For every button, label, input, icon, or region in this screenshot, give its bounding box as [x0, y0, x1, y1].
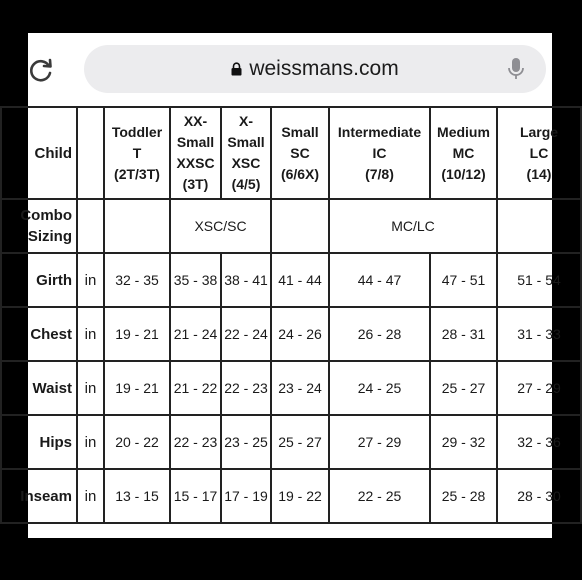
measurement-cell: 15 - 17	[170, 469, 221, 523]
combo-unit-cell	[77, 199, 104, 253]
col-header-medium: Medium MC (10/12)	[430, 107, 497, 199]
measurement-cell: 27 - 29	[497, 361, 581, 415]
measurement-cell: 28 - 31	[430, 307, 497, 361]
url-text: weissmans.com	[249, 57, 399, 80]
measurement-cell: 13 - 15	[104, 469, 170, 523]
measurement-cell: 23 - 25	[221, 415, 271, 469]
measurement-cell: 22 - 23	[170, 415, 221, 469]
browser-screen	[20, 33, 561, 538]
size-chart-wrapper	[0, 106, 580, 538]
row-label: Waist	[1, 361, 77, 415]
measurement-cell: 22 - 24	[221, 307, 271, 361]
unit-cell: in	[77, 361, 104, 415]
col-header-xx-small: XX- Small XXSC (3T)	[170, 107, 221, 199]
col-header-intermediate: Intermediate IC (7/8)	[329, 107, 430, 199]
unit-cell: in	[77, 253, 104, 307]
header-row	[1, 107, 581, 199]
unit-cell: in	[77, 307, 104, 361]
combo-empty-cell	[497, 199, 581, 253]
measurement-cell: 32 - 35	[104, 253, 170, 307]
measurement-cell: 38 - 41	[221, 253, 271, 307]
measurement-cell: 21 - 22	[170, 361, 221, 415]
unit-cell: in	[77, 469, 104, 523]
measurement-cell: 29 - 32	[430, 415, 497, 469]
measurement-cell: 25 - 28	[430, 469, 497, 523]
microphone-icon[interactable]	[504, 57, 528, 81]
measurement-cell: 19 - 21	[104, 361, 170, 415]
measurement-cell: 31 - 33	[497, 307, 581, 361]
measurement-cell: 28 - 30	[497, 469, 581, 523]
unit-cell: in	[77, 415, 104, 469]
combo-sizing-label: Combo Sizing	[1, 199, 77, 253]
col-header-x-small: X- Small XSC (4/5)	[221, 107, 271, 199]
row-label: Chest	[1, 307, 77, 361]
measurement-cell: 32 - 36	[497, 415, 581, 469]
row-label: Girth	[1, 253, 77, 307]
combo-empty-cell	[104, 199, 170, 253]
browser-toolbar	[28, 33, 552, 105]
measurement-cell: 22 - 23	[221, 361, 271, 415]
measurement-row	[1, 469, 581, 523]
row-label: Inseam	[1, 469, 77, 523]
measurement-cell: 41 - 44	[271, 253, 329, 307]
col-header-large: Large LC (14)	[497, 107, 581, 199]
measurement-cell: 23 - 24	[271, 361, 329, 415]
combo-sizing-row	[1, 199, 581, 253]
measurement-cell: 22 - 25	[329, 469, 430, 523]
reload-icon[interactable]	[26, 55, 56, 85]
measurement-cell: 17 - 19	[221, 469, 271, 523]
col-header-toddler: Toddler T (2T/3T)	[104, 107, 170, 199]
measurement-row	[1, 415, 581, 469]
measurement-cell: 24 - 25	[329, 361, 430, 415]
row-label-header: Child	[1, 107, 77, 199]
measurement-cell: 25 - 27	[430, 361, 497, 415]
measurement-row	[1, 361, 581, 415]
measurement-cell: 44 - 47	[329, 253, 430, 307]
measurement-cell: 24 - 26	[271, 307, 329, 361]
measurement-cell: 21 - 24	[170, 307, 221, 361]
measurement-cell: 25 - 27	[271, 415, 329, 469]
measurement-cell: 26 - 28	[329, 307, 430, 361]
combo-empty-cell	[271, 199, 329, 253]
measurement-cell: 35 - 38	[170, 253, 221, 307]
measurement-cell: 47 - 51	[430, 253, 497, 307]
measurement-cell: 27 - 29	[329, 415, 430, 469]
size-chart-table	[0, 106, 582, 524]
measurement-cell: 19 - 21	[104, 307, 170, 361]
measurement-cell: 19 - 22	[271, 469, 329, 523]
combo-group-xsc-sc: XSC/SC	[170, 199, 271, 253]
measurement-row	[1, 307, 581, 361]
row-label: Hips	[1, 415, 77, 469]
measurement-row	[1, 253, 581, 307]
lock-icon	[231, 62, 242, 76]
address-bar[interactable]	[84, 45, 546, 93]
measurement-cell: 51 - 54	[497, 253, 581, 307]
measurement-cell: 20 - 22	[104, 415, 170, 469]
combo-group-mc-lc: MC/LC	[329, 199, 497, 253]
unit-header-cell	[77, 107, 104, 199]
col-header-small: Small SC (6/6X)	[271, 107, 329, 199]
